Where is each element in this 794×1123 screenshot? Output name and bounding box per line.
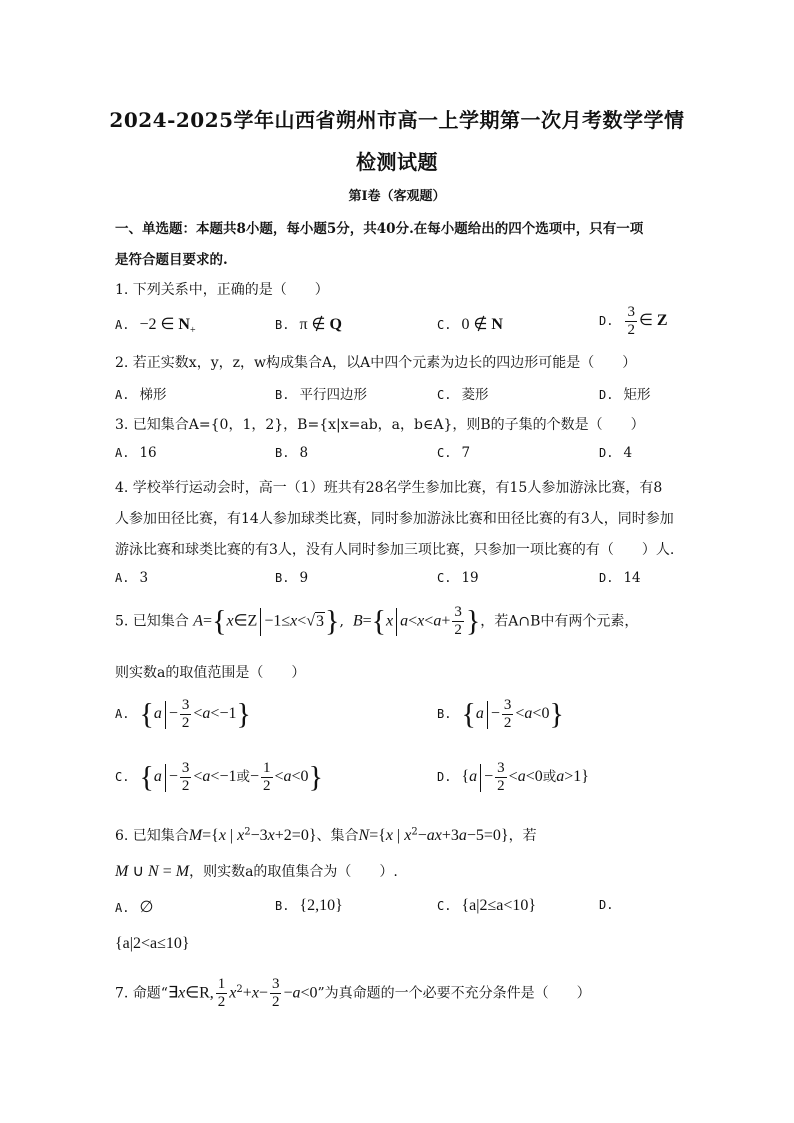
or-text: 或 xyxy=(542,769,557,785)
option-label: C. xyxy=(115,770,130,784)
q4-option-a xyxy=(115,570,148,586)
q6-lead: 6. 已知集合 xyxy=(115,828,189,844)
section-instruction-line1: 一、单选题：本题共8小题，每小题5分，共40分.在每小题给出的四个选项中，只有一项 xyxy=(115,221,644,237)
option-label: B. xyxy=(275,446,290,460)
option-label: A. xyxy=(115,318,130,332)
q3-option-d xyxy=(599,445,632,461)
option-text: 7 xyxy=(461,445,471,461)
option-label: D. xyxy=(437,770,452,784)
q2-option-a xyxy=(115,383,166,403)
q1-option-b xyxy=(275,314,342,334)
option-math: −2 ∈ $N_+$ xyxy=(139,316,196,337)
option-text: 16 xyxy=(139,445,157,461)
q4-stem-line3: 游泳比赛和球类比赛的有3人，没有人同时参加三项比赛，只参加一项比赛的有（ ）人. xyxy=(115,542,675,558)
q5-option-b: B. {a − $\frac{3}{2}$ <a<0} xyxy=(437,697,564,731)
q2-stem: 2. 若正实数x，y，z，w构成集合A，以A中四个元素为边长的四边形可能是（ ） xyxy=(115,355,637,371)
option-text: 3 xyxy=(139,570,149,586)
option-math: π ∉ Q xyxy=(299,316,342,333)
option-label: A. xyxy=(115,571,130,585)
option-label: D. xyxy=(599,571,614,585)
q4-stem-line1: 4. 学校举行运动会时，高一（1）班共有28名学生参加比赛，有15人参加游泳比赛，有8 xyxy=(115,480,663,496)
q5-stem-line1: 5. 已知集合 A={x∈Z −1≤x<√3}, B={x a<x<a+ $\frac{3}{2}$ }，若A∩B中有两个元素， xyxy=(115,604,639,638)
option-math: 0 ∉ N xyxy=(461,316,503,333)
q3-option-a xyxy=(115,445,157,461)
option-text: {a|2<a≤10} xyxy=(115,935,190,952)
q4-option-d xyxy=(599,570,641,586)
q5-lead: 5. 已知集合 xyxy=(115,613,189,630)
q6-mid: 、集合 xyxy=(316,828,359,844)
q6-option-d-text xyxy=(115,935,190,953)
q6-line2-text: ，则实数a的取值集合为（ ）. xyxy=(189,864,398,880)
set-a-expression: A xyxy=(193,612,204,630)
option-text: 梯形 xyxy=(139,387,167,403)
option-label: D. xyxy=(599,388,614,402)
option-label: A. xyxy=(115,446,130,460)
q4-stem-line2: 人参加田径比赛，有14人参加球类比赛，同时参加游泳比赛和田径比赛的有3人，同时参加 xyxy=(115,511,674,527)
q3-option-c xyxy=(437,445,470,461)
set-b-expression: B xyxy=(352,612,363,630)
option-text: 14 xyxy=(623,570,641,586)
q6-stem-line1: 6. 已知集合M={x | $x^2-3x+2=0$}、集合N={x | $x^2-ax+3a-5=0$}，若 xyxy=(115,826,537,844)
q3-option-b xyxy=(275,445,308,461)
q1-option-d xyxy=(599,304,668,339)
q1-option-c xyxy=(437,314,503,334)
option-label: A. xyxy=(115,901,130,915)
option-label: C. xyxy=(437,388,452,402)
option-label: D. xyxy=(599,898,614,912)
q5-option-a: A. {a − $\frac{3}{2}$ <a<−1} xyxy=(115,697,251,731)
q7-stem: 7. 命题“∃x∈R, $\frac{1}{2}$ $x^2+x-$ $\frac{3}{2}$ −a<0”为真命题的一个必要不充分条件是（ ） xyxy=(115,976,591,1010)
option-text: {2,10} xyxy=(299,897,343,914)
option-label: B. xyxy=(275,318,290,332)
option-text: 平行四边形 xyxy=(299,387,367,403)
q4-option-b xyxy=(275,570,308,586)
option-label: A. xyxy=(115,388,130,402)
q3-stem: 3. 已知集合A={0，1，2}，B={x|x=ab，a，b∈A}，则B的子集的个数是（ ） xyxy=(115,417,645,433)
option-text: 19 xyxy=(461,570,479,586)
q6-option-b xyxy=(275,897,343,915)
option-label: B. xyxy=(275,899,290,913)
option-label: C. xyxy=(437,571,452,585)
q1-option-a xyxy=(115,314,196,336)
option-text: {a|2≤a<10} xyxy=(461,897,537,914)
fraction: $\frac{3}{2}$ xyxy=(627,304,635,338)
or-text: 或 xyxy=(236,769,250,785)
option-label: B. xyxy=(275,571,290,585)
q5-stem-line2: 则实数a的取值范围是（ ） xyxy=(115,665,306,681)
option-label: B. xyxy=(437,707,452,721)
q7-tail: ”为真命题的一个必要不充分条件是（ ） xyxy=(317,985,591,1002)
option-text: 9 xyxy=(299,570,309,586)
exam-title-line1: 2024-2025学年山西省朔州市高一上学期第一次月考数学学情 xyxy=(109,108,685,132)
option-label: A. xyxy=(115,707,130,721)
option-label: C. xyxy=(437,318,452,332)
exam-title-line2: 检测试题 xyxy=(356,150,438,174)
volume-heading: 第I卷（客观题） xyxy=(348,189,446,204)
option-text: ∅ xyxy=(139,899,154,916)
q6-option-c xyxy=(437,897,536,915)
option-text: 矩形 xyxy=(623,387,651,403)
q2-option-c xyxy=(437,383,488,403)
option-label: C. xyxy=(437,899,452,913)
option-label: D. xyxy=(599,446,614,460)
q2-option-d xyxy=(599,383,650,403)
q5-option-c: C. {a − $\frac{3}{2}$ <a<−1或− $\frac{1}{2}$ <a<0} xyxy=(115,760,323,794)
q6-option-d xyxy=(599,897,623,913)
option-math: ∈ Z xyxy=(638,312,668,329)
q6-option-a xyxy=(115,897,153,917)
option-label: D. xyxy=(599,314,614,328)
option-label: C. xyxy=(437,446,452,460)
section-instruction-line2: 是符合题目要求的. xyxy=(115,252,228,268)
q4-option-c xyxy=(437,570,479,586)
option-label: B. xyxy=(275,388,290,402)
q6-end: ，若 xyxy=(508,828,537,844)
q7-lead: 7. 命题“ xyxy=(115,985,168,1002)
q5-option-d: D. {a − $\frac{3}{2}$ <a<0或a>1} xyxy=(437,760,589,794)
q2-option-b xyxy=(275,383,367,403)
option-text: 8 xyxy=(299,445,309,461)
option-text: 菱形 xyxy=(461,387,489,403)
q6-stem-line2: M ∪ N = M，则实数a的取值集合为（ ）. xyxy=(115,863,398,880)
q1-stem: 1. 下列关系中，正确的是（ ） xyxy=(115,282,329,298)
q5-condition: ，若A∩B中有两个元素， xyxy=(480,613,639,630)
option-text: 4 xyxy=(623,445,633,461)
